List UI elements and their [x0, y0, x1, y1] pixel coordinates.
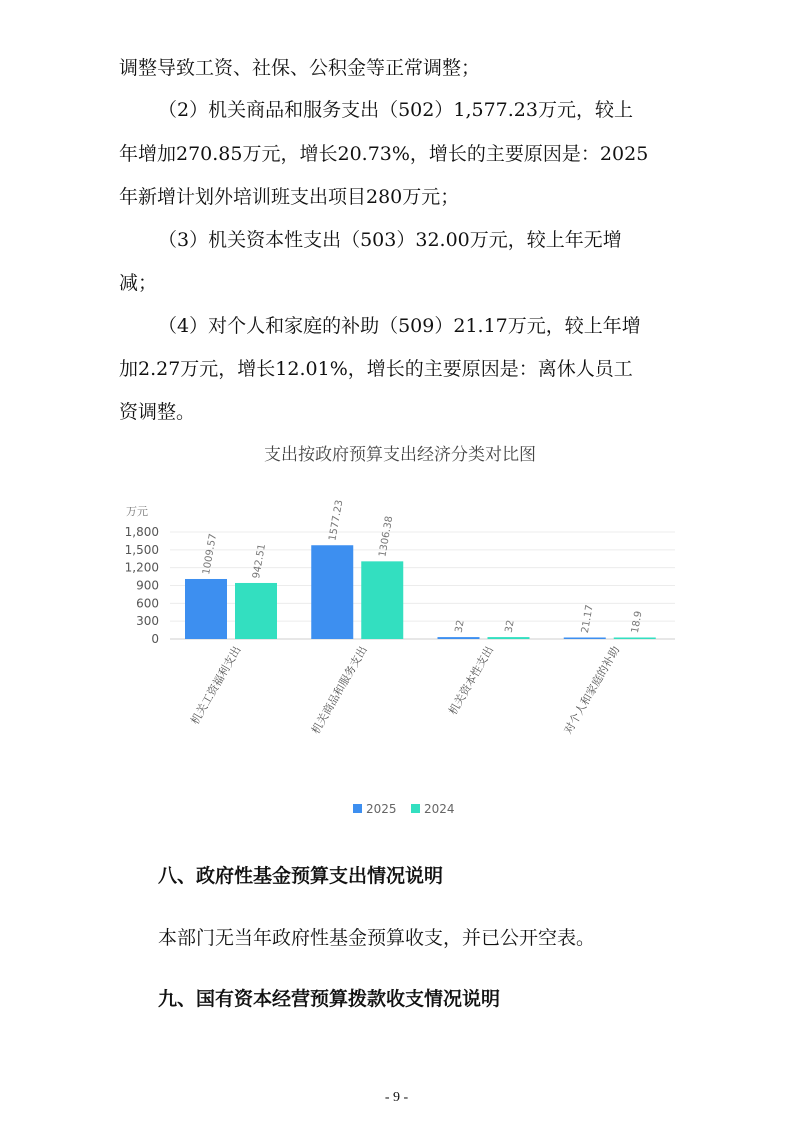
legend-label-2024: 2024: [424, 802, 455, 816]
chart-title: 支出按政府预算支出经济分类对比图: [264, 445, 536, 465]
x-category-label: 机关资本性支出: [446, 644, 497, 718]
x-category-label: 机关工资福利支出: [188, 644, 244, 727]
legend-swatch-2025: [353, 804, 362, 813]
paragraph-line-4: 年新增计划外培训班支出项目280万元；: [119, 186, 460, 208]
bar-value-label: 1577.23: [327, 499, 346, 542]
paragraph-line-5: （3）机关资本性支出（503）32.00万元，较上年无增: [158, 229, 622, 251]
paragraph-line-9: 资调整。: [119, 401, 196, 423]
y-tick-label: 1,800: [124, 525, 159, 539]
bar-2025: [185, 579, 227, 639]
bar-value-label: 21.17: [579, 603, 596, 635]
paragraph-line-6: 减；: [119, 272, 158, 294]
bar-2024: [614, 638, 656, 640]
bar-2024: [488, 637, 530, 639]
section-8-title: 八、政府性基金预算支出情况说明: [158, 865, 444, 887]
y-tick-label: 0: [151, 632, 159, 646]
bar-value-label: 1009.57: [201, 532, 220, 576]
bar-2025: [564, 638, 606, 640]
paragraph-line-7: （4）对个人和家庭的补助（509）21.17万元，较上年增: [158, 315, 641, 337]
y-axis-unit: 万元: [126, 505, 148, 518]
bar-value-label: 1306.38: [377, 515, 396, 558]
paragraph-line-2: （2）机关商品和服务支出（502）1,577.23万元，较上: [158, 99, 633, 121]
y-tick-label: 1,200: [124, 560, 159, 575]
paragraph-line-3: 年增加270.85万元，增长20.73%，增长的主要原因是：2025: [119, 143, 649, 165]
bar-2025: [311, 545, 353, 639]
y-tick-label: 300: [136, 614, 159, 629]
paragraph-line-1: 调整导致工资、社保、公积金等正常调整；: [119, 57, 481, 79]
paragraph-line-8: 加2.27万元，增长12.01%，增长的主要原因是：离休人员工: [119, 358, 633, 380]
expenditure-bar-chart: [95, 432, 705, 832]
section-8-body: 本部门无当年政府性基金预算收支，并已公开空表。: [158, 927, 596, 949]
y-tick-label: 1,500: [124, 542, 159, 557]
page-number: - 9 -: [384, 1090, 409, 1105]
y-tick-label: 600: [136, 596, 159, 611]
bar-2025: [438, 637, 480, 639]
bar-value-label: 32: [503, 619, 517, 634]
bar-2024: [235, 583, 277, 639]
x-category-label: 对个人和家庭的补助: [561, 644, 623, 737]
legend-swatch-2024: [411, 804, 420, 813]
bar-2024: [361, 561, 403, 639]
bar-value-label: 18.9: [629, 610, 645, 635]
y-tick-label: 900: [136, 578, 159, 593]
section-9-title: 九、国有资本经营预算拨款收支情况说明: [158, 988, 501, 1010]
bar-value-label: 32: [453, 619, 467, 634]
bar-value-label: 942.51: [251, 543, 269, 580]
x-category-label: 机关商品和服务支出: [309, 644, 370, 737]
legend-label-2025: 2025: [366, 802, 397, 816]
